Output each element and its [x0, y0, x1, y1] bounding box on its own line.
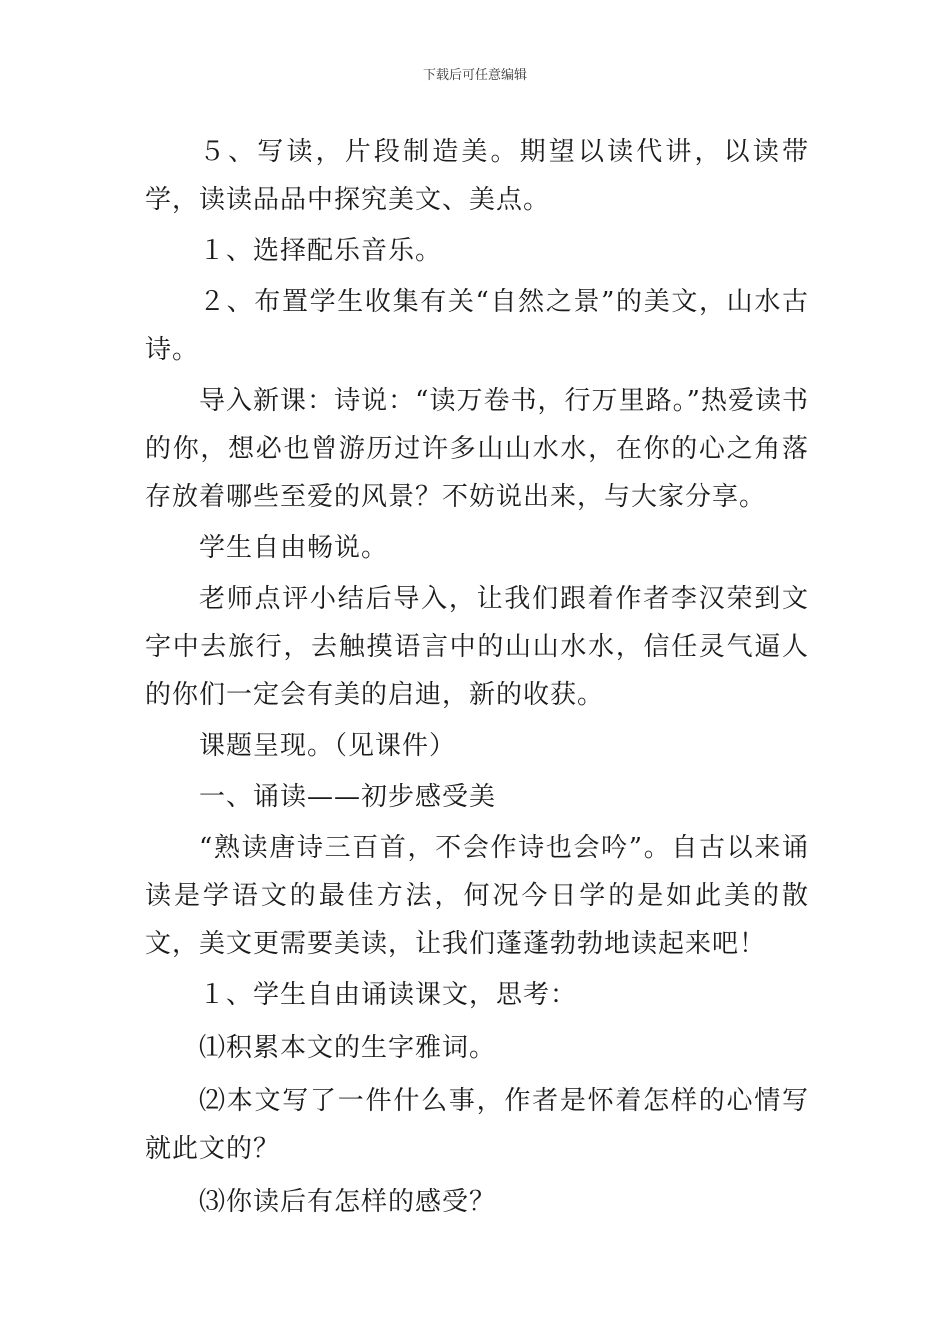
paragraph-prep-1: １、选择配乐音乐。 — [199, 236, 443, 266]
list-item-question-1: ⑴积累本文的生字雅词。 — [199, 1033, 497, 1063]
list-item-question-2: ⑵本文写了一件什么事，作者是怀着怎样的心情写就此文的？ — [145, 1086, 809, 1164]
paragraph-step-5: ５、写读，片段制造美。期望以读代讲，以读带学，读读品品中探究美文、美点。 — [145, 137, 809, 215]
paragraph-prep-2: ２、布置学生收集有关“自然之景”的美文，山水古诗。 — [145, 287, 809, 365]
paragraph-title-presentation: 课题呈现。（见课件） — [199, 731, 457, 761]
page-header-note: 下载后可任意编辑 — [422, 68, 527, 83]
paragraph-introduction: 导入新课：诗说：“读万卷书，行万里路。”热爱读书的你，想必也曾游历过许多山山水水，在你的心之角落存放着哪些至爱的风景？不妨说出来，与大家分享。 — [145, 386, 809, 512]
list-item-question-3: ⑶你读后有怎样的感受？ — [199, 1187, 497, 1217]
paragraph-recitation-intro: “熟读唐诗三百首，不会作诗也会吟”。自古以来诵读是学语文的最佳方法，何况今日学的是如此美的散文，美文更需要美读，让我们蓬蓬勃勃地读起来吧！ — [145, 833, 809, 959]
section-heading-recitation: 一、诵读——初步感受美 — [199, 782, 497, 812]
paragraph-teacher-comment: 老师点评小结后导入，让我们跟着作者李汉荣到文字中去旅行，去触摸语言中的山山水水，信任灵气逼人的你们一定会有美的启迪，新的收获。 — [145, 584, 809, 710]
paragraph-task-1: １、学生自由诵读课文，思考： — [199, 980, 578, 1010]
document-body — [145, 128, 809, 1229]
paragraph-students-speak: 学生自由畅说。 — [199, 533, 389, 563]
